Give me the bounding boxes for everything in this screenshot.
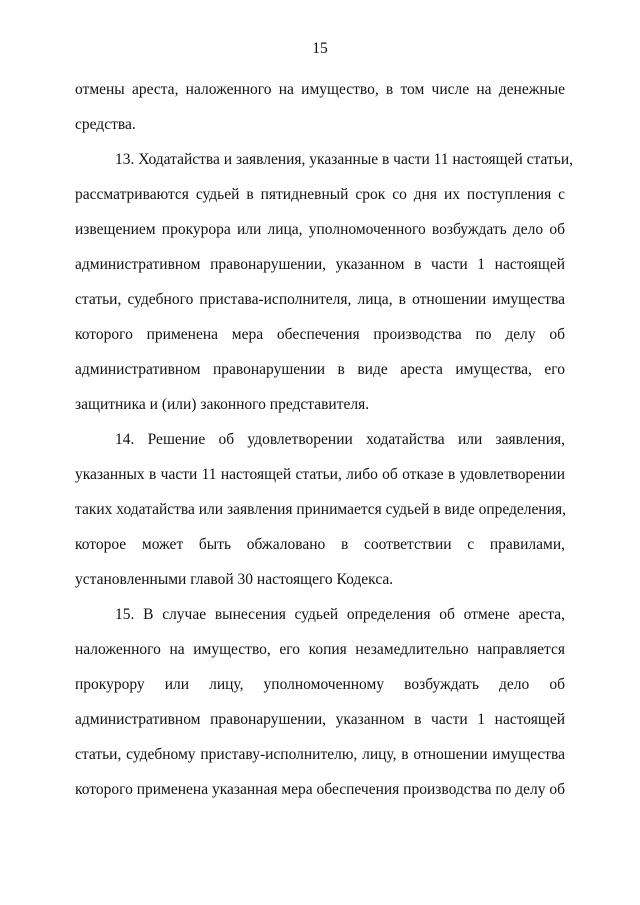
text-line: которого применена мера обеспечения производства по делу об — [75, 326, 565, 343]
page-number: 15 — [312, 40, 328, 57]
text-line: административном правонарушении, указанном в части 1 настоящей — [75, 711, 565, 728]
text-line: которое может быть обжаловано в соответствии с правилами, — [75, 536, 565, 553]
text-line: средства. — [75, 116, 136, 133]
text-line: административном правонарушении в виде ареста имущества, его — [75, 361, 565, 378]
text-line: статьи, судебному приставу-исполнителю, лицу, в отношении имущества — [75, 746, 565, 763]
text-line: рассматриваются судьей в пятидневный срок со дня их поступления с — [75, 186, 565, 203]
text-line: указанных в части 11 настоящей статьи, либо об отказе в удовлетворении — [75, 466, 565, 483]
text-line: статьи, судебного пристава-исполнителя, лица, в отношении имущества — [75, 291, 565, 308]
text-line: наложенного на имущество, его копия незамедлительно направляется — [75, 641, 565, 658]
text-line: установленными главой 30 настоящего Кодекса. — [75, 571, 394, 588]
paragraph-13-start: 13. Ходатайства и заявления, указанные в части 11 настоящей статьи, — [115, 151, 573, 168]
paragraph-14-start: 14. Решение об удовлетворении ходатайства или заявления, — [115, 431, 565, 448]
text-line: отмены ареста, наложенного на имущество, в том числе на денежные — [75, 81, 565, 98]
text-line: таких ходатайства или заявления принимается судьей в виде определения, — [75, 501, 567, 518]
text-line: извещением прокурора или лица, уполномоченного возбуждать дело об — [75, 221, 565, 238]
text-line: прокурору или лицу, уполномоченному возбуждать дело об — [75, 676, 565, 693]
text-line: административном правонарушении, указанном в части 1 настоящей — [75, 256, 565, 273]
text-line: которого применена указанная мера обеспечения производства по делу об — [75, 781, 566, 798]
paragraph-15-start: 15. В случае вынесения судьей определения об отмене ареста, — [115, 606, 565, 623]
text-line: защитника и (или) законного представителя. — [75, 396, 370, 413]
